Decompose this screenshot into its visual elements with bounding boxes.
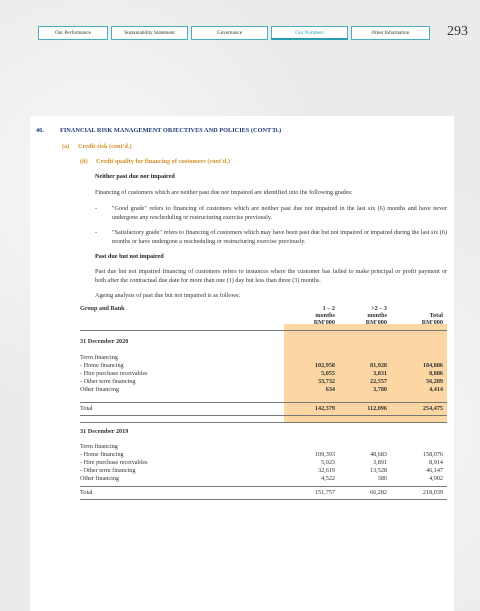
col2-header-line: months [367, 312, 387, 319]
row-value: 158,076 [422, 451, 443, 459]
row-value: 56,289 [425, 378, 443, 386]
tab-our-performance[interactable]: Our Performance [38, 26, 108, 40]
total-label: Total [80, 489, 93, 496]
sub-tag: (a) [62, 143, 70, 150]
tab-governance[interactable]: Governance [191, 26, 268, 40]
total-value: 112,096 [367, 405, 387, 412]
row-value: 13,528 [369, 467, 387, 475]
col2-header [342, 305, 387, 326]
row-value: 380 [377, 475, 387, 483]
subsub-tag: (ii) [80, 158, 88, 165]
row-value: 3,891 [373, 459, 387, 467]
row-label: Term financing [80, 354, 118, 361]
col2-header-line: RM'000 [365, 319, 387, 326]
row-label: Other financing [80, 475, 120, 483]
subsub-heading [80, 158, 230, 165]
tab-our-numbers[interactable]: Our Numbers [271, 26, 348, 40]
paragraph-past-due: Past due but not impaired financing of customers refers to instances where the customer has failed to make principal or profit payment or both after the contractual due date for more than one (1) day but less than three (3) months. [95, 268, 447, 284]
col1-header [290, 305, 335, 326]
row-value: 102,958 [314, 362, 335, 370]
row-label: Other financing [80, 386, 120, 394]
row-label: - Hire purchase receivables [80, 459, 148, 467]
row-label: Term financing [80, 443, 118, 450]
table-rule [80, 422, 447, 423]
table-rule [80, 499, 447, 500]
row-value: 32,619 [317, 467, 335, 475]
row-value: 184,886 [422, 362, 443, 370]
paragraph-grades: Financing of customers which are neither past due nor impaired are identified into the following grades: [95, 189, 353, 196]
note-title: FINANCIAL RISK MANAGEMENT OBJECTIVES AND POLICIES (CONT'D.) [60, 127, 282, 134]
table-rule [80, 486, 447, 487]
row-label: - Other term financing [80, 378, 136, 386]
table-rule [80, 415, 447, 416]
table-group-label: Group and Bank [80, 305, 125, 312]
row-label: - Hire purchase receivables [80, 370, 148, 378]
row-value: 22,557 [369, 378, 387, 386]
row-value: 48,683 [369, 451, 387, 459]
row-value: 634 [325, 386, 335, 394]
bullet-mark: - [95, 229, 98, 236]
row-value: 4,522 [321, 475, 335, 483]
sub-title: Credit risk (cont'd.) [78, 143, 132, 150]
col3-header [398, 305, 443, 326]
row-value: 8,886 [429, 370, 443, 378]
row-value: 5,055 [321, 370, 335, 378]
bullet-satisfactory-grade: "Satisfactory grade" refers to financing of customers which may have been past due but not impaired or impaired during the last six (6) months or have undergone a rescheduling or restructuring exercise previously. [112, 229, 447, 245]
row-value: 3,780 [373, 386, 387, 394]
col3-header-line: RM'000 [421, 319, 443, 326]
row-value: 3,831 [373, 370, 387, 378]
table-rule [80, 402, 447, 403]
heading-past-due: Past due but not impaired [95, 253, 164, 260]
bullet-mark: - [95, 205, 98, 212]
row-value: 5,023 [321, 459, 335, 467]
note-heading [36, 127, 281, 134]
total-value: 66,282 [369, 489, 387, 496]
row-label: - Home financing [80, 362, 124, 370]
total-value: 254,475 [422, 405, 443, 412]
heading-neither-past-due: Neither past due nor impaired [95, 173, 175, 180]
col3-header-line: Total [429, 312, 443, 319]
block-date: 31 December 2020 [80, 338, 129, 345]
row-value: 33,732 [317, 378, 335, 386]
row-value: 4,902 [429, 475, 443, 483]
col1-header-line: RM'000 [313, 319, 335, 326]
table-rule [80, 330, 447, 331]
paragraph-ageing: Ageing analysis of past due but not impaired is as follows: [95, 292, 241, 299]
block-date: 31 December 2019 [80, 428, 129, 435]
bullet-good-grade: "Good grade" refers to financing of customers which are neither past due nor impaired in the last six (6) months and have never undergone any rescheduling or restructuring exercise previously. [112, 205, 447, 221]
row-label: - Other term financing [80, 467, 136, 475]
col1-header-line: 1 – 2 [322, 305, 335, 312]
note-number: 46. [36, 127, 44, 134]
row-value: 8,914 [429, 459, 443, 467]
col2-header-line: >2 – 3 [371, 305, 387, 312]
sub-heading [62, 143, 132, 150]
section-nav [38, 26, 430, 42]
col3-header-line [398, 305, 443, 312]
total-label: Total [80, 405, 93, 412]
row-value: 81,928 [369, 362, 387, 370]
col1-header-line: months [315, 312, 335, 319]
row-value: 46,147 [425, 467, 443, 475]
total-value: 151,757 [314, 489, 335, 496]
row-value: 109,393 [314, 451, 335, 459]
total-value: 218,039 [422, 489, 443, 496]
tab-other-information[interactable]: Other Information [351, 26, 430, 40]
row-label: - Home financing [80, 451, 124, 459]
subsub-title: Credit quality for financing of customers (cont'd.) [96, 158, 230, 165]
total-value: 142,379 [314, 405, 335, 412]
page-number: 293 [447, 24, 468, 39]
row-value: 4,414 [429, 386, 443, 394]
tab-sustainability-statement[interactable]: Sustainability Statement [111, 26, 188, 40]
